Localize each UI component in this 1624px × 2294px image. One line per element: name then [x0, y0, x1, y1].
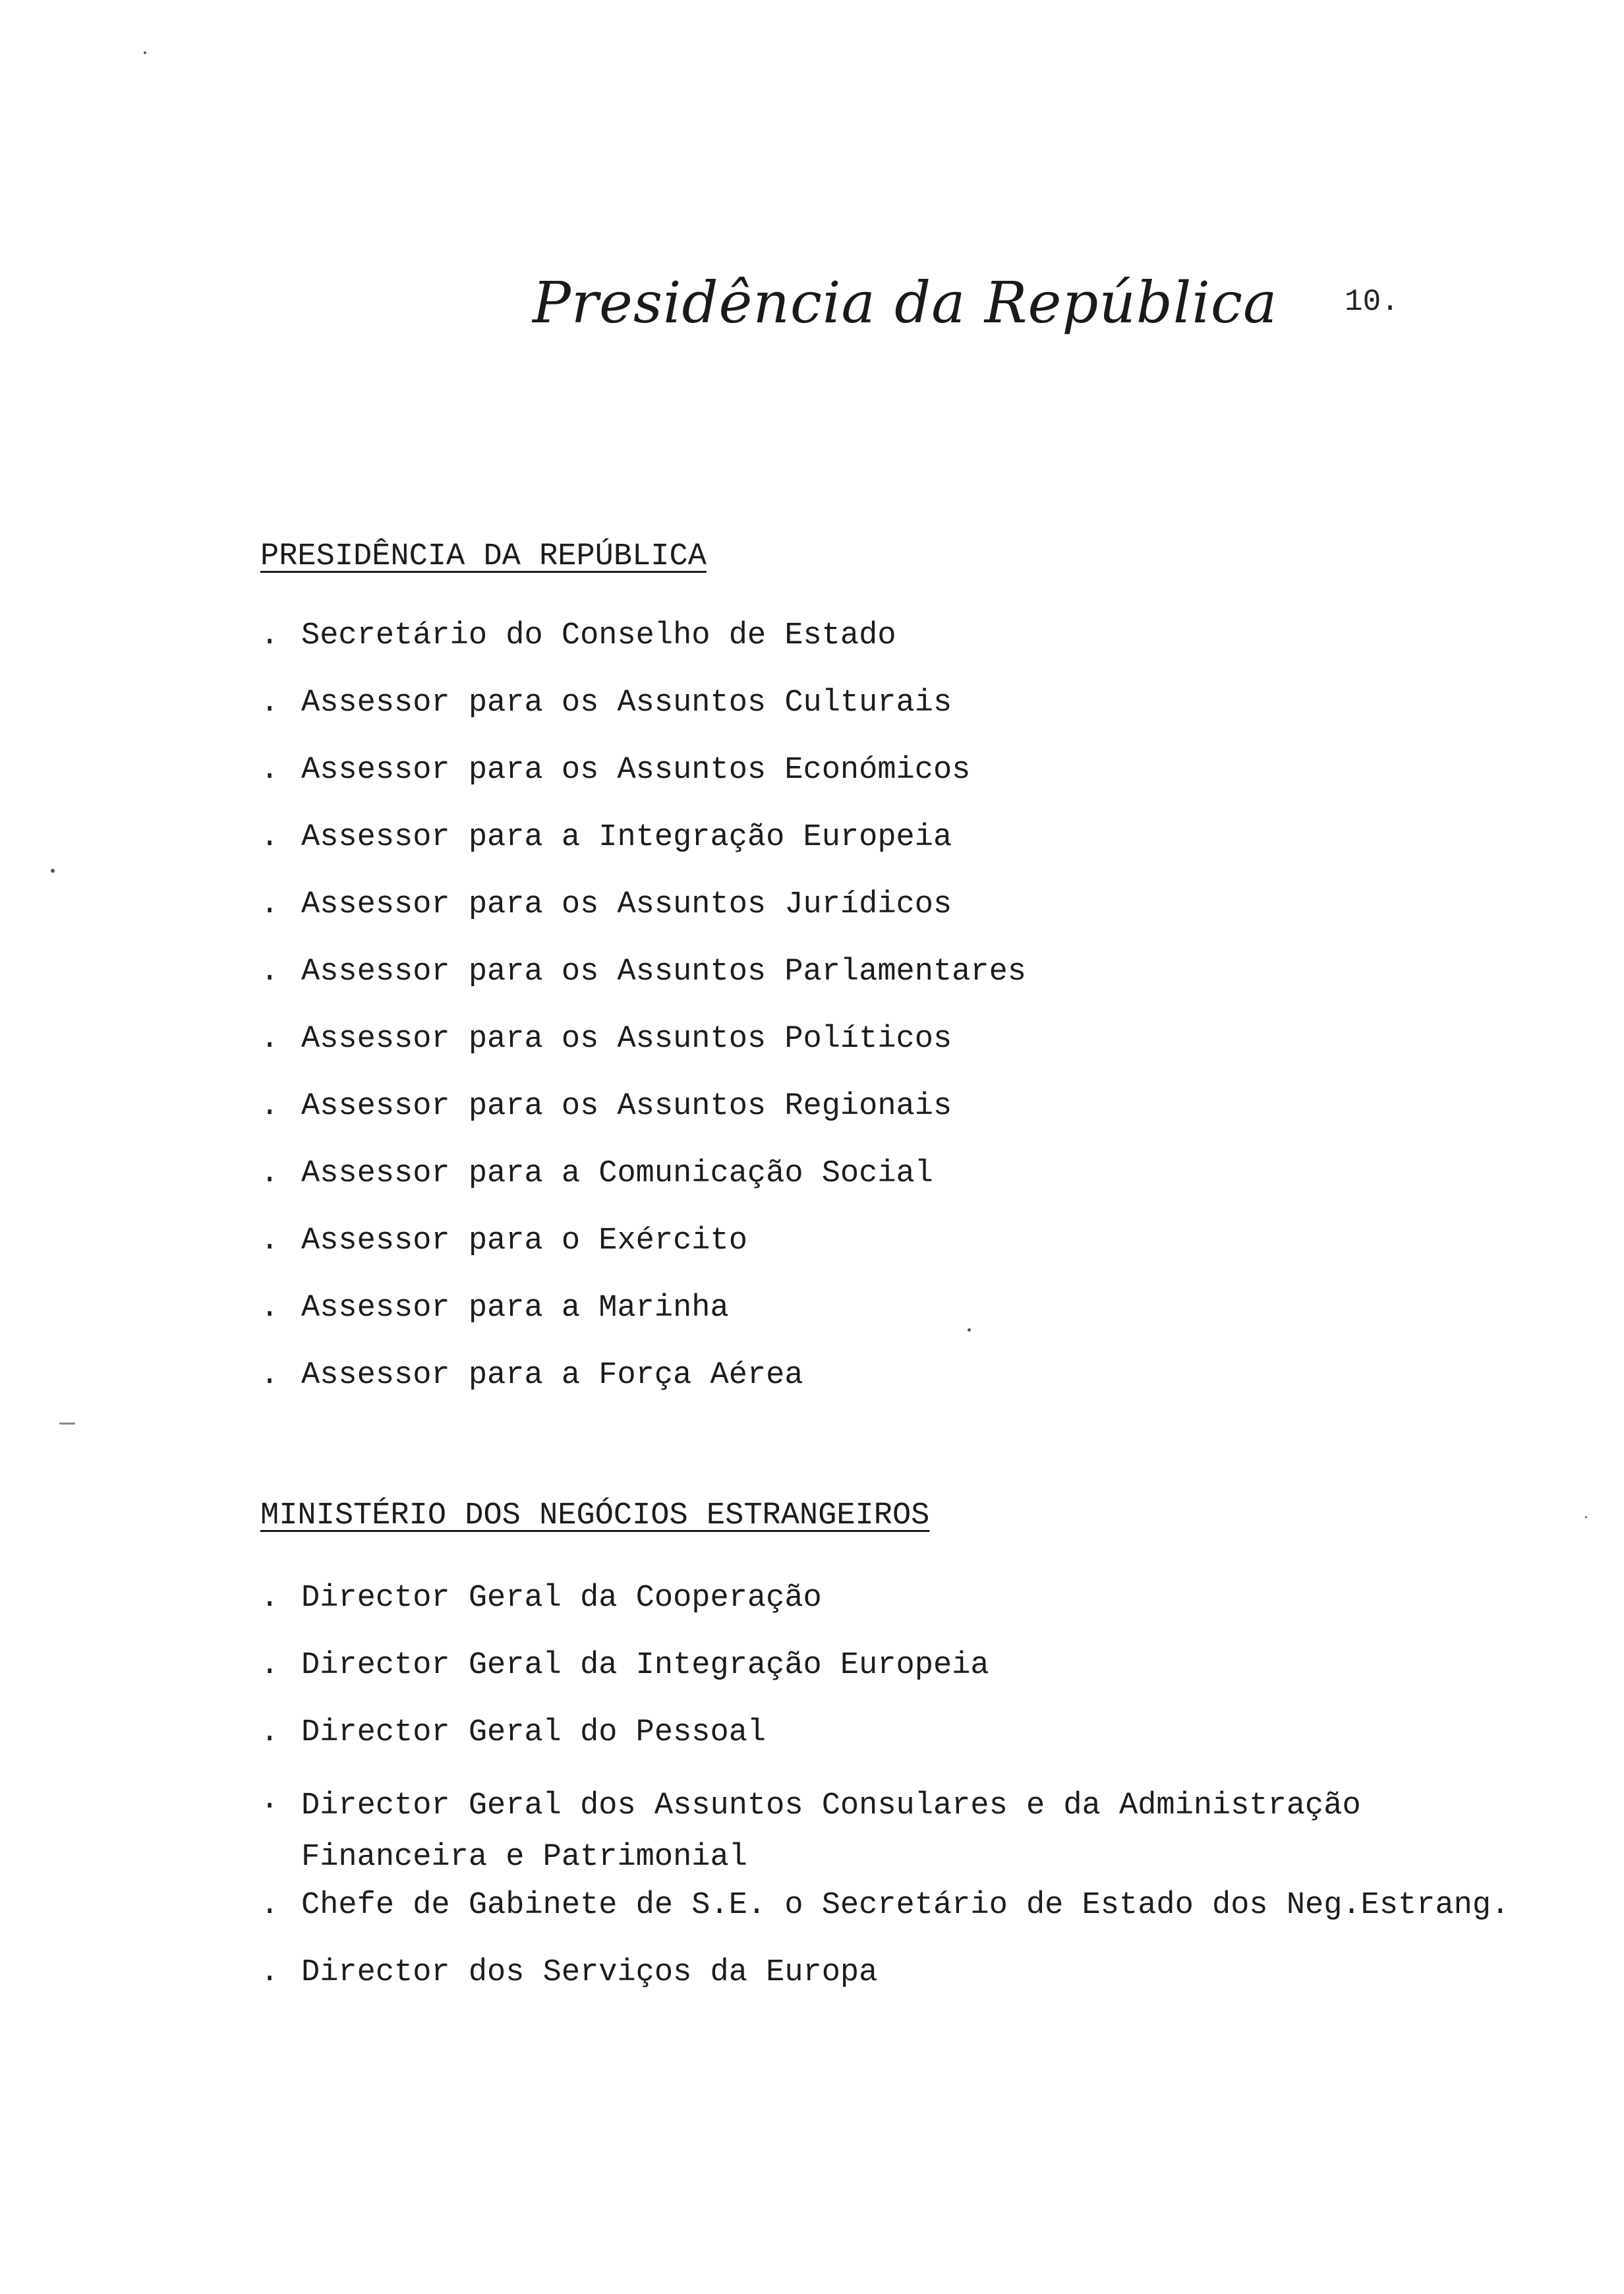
bullet: .	[260, 1223, 279, 1258]
list-item-text: Assessor para a Comunicação Social	[301, 1156, 933, 1191]
bullet: .	[260, 1715, 279, 1750]
scan-speck	[51, 869, 55, 873]
bullet: .	[260, 686, 279, 721]
bullet: .	[260, 1156, 279, 1191]
bullet: .	[260, 955, 279, 989]
list-item-text: Assessor para a Marinha	[301, 1291, 729, 1326]
scan-speck	[1585, 1516, 1587, 1518]
list-item	[260, 885, 1579, 953]
list-item	[260, 751, 1579, 818]
list-item-text: Director Geral do Pessoal	[301, 1715, 767, 1750]
list-item	[260, 1020, 1579, 1087]
list-item-text: Director dos Serviços da Europa	[301, 1955, 878, 1990]
section-presidencia	[260, 537, 1579, 1423]
list-item-text: Director Geral da Cooperação	[301, 1581, 822, 1616]
section-ministerio-negocios-estrangeiros	[260, 1496, 1579, 2020]
position-list	[260, 1579, 1579, 2020]
position-list	[260, 616, 1579, 1423]
scan-speck	[59, 1423, 75, 1425]
list-item	[260, 818, 1579, 885]
list-item	[260, 1221, 1579, 1289]
bullet: .	[260, 1581, 279, 1616]
list-item	[260, 1886, 1579, 1953]
list-item	[260, 1780, 1579, 1886]
list-item	[260, 1289, 1579, 1356]
letterhead-script: Presidência da República	[533, 270, 1278, 336]
bullet: .	[260, 753, 279, 788]
bullet: .	[260, 1888, 279, 1923]
list-item	[260, 1087, 1579, 1154]
bullet: .	[260, 887, 279, 922]
list-item	[260, 684, 1579, 751]
list-item-text: Assessor para os Assuntos Regionais	[301, 1089, 952, 1124]
list-item-text: Assessor para os Assuntos Políticos	[301, 1022, 952, 1057]
bullet: .	[260, 1358, 279, 1393]
section-title: MINISTÉRIO DOS NEGÓCIOS ESTRANGEIROS	[260, 1498, 930, 1533]
list-item-text: Chefe de Gabinete de S.E. o Secretário de Estado dos Neg.Estrang.	[301, 1888, 1510, 1923]
bullet: .	[260, 1022, 279, 1057]
bullet: .	[260, 1782, 279, 1817]
bullet: .	[260, 820, 279, 855]
page-number: 10.	[1345, 285, 1399, 319]
list-item-text: Assessor para os Assuntos Económicos	[301, 753, 971, 788]
list-item	[260, 1646, 1579, 1713]
list-item-text: Secretário do Conselho de Estado	[301, 618, 896, 653]
bullet: .	[260, 1291, 279, 1326]
list-item	[260, 1154, 1579, 1221]
bullet: .	[260, 1955, 279, 1990]
list-item-text: Director Geral da Integração Europeia	[301, 1648, 989, 1683]
list-item	[260, 1356, 1579, 1423]
scan-speck	[144, 51, 146, 54]
list-item-text: Assessor para o Exército	[301, 1223, 747, 1258]
bullet: .	[260, 618, 279, 653]
list-item	[260, 1953, 1579, 2020]
list-item	[260, 616, 1579, 684]
list-item-text: Assessor para os Assuntos Parlamentares	[301, 955, 1026, 989]
list-item-text: Assessor para os Assuntos Culturais	[301, 686, 952, 721]
list-item-text: Assessor para a Força Aérea	[301, 1358, 803, 1393]
list-item-text: Director Geral dos Assuntos Consulares e da Administração Financeira e Patrimonial	[301, 1788, 1361, 1875]
section-title: PRESIDÊNCIA DA REPÚBLICA	[260, 539, 707, 574]
list-item	[260, 953, 1579, 1020]
scan-speck	[968, 1328, 971, 1332]
list-item	[260, 1713, 1579, 1780]
bullet: .	[260, 1648, 279, 1683]
list-item-text: Assessor para a Integração Europeia	[301, 820, 952, 855]
bullet: .	[260, 1089, 279, 1124]
list-item-text: Assessor para os Assuntos Jurídicos	[301, 887, 952, 922]
list-item	[260, 1579, 1579, 1646]
